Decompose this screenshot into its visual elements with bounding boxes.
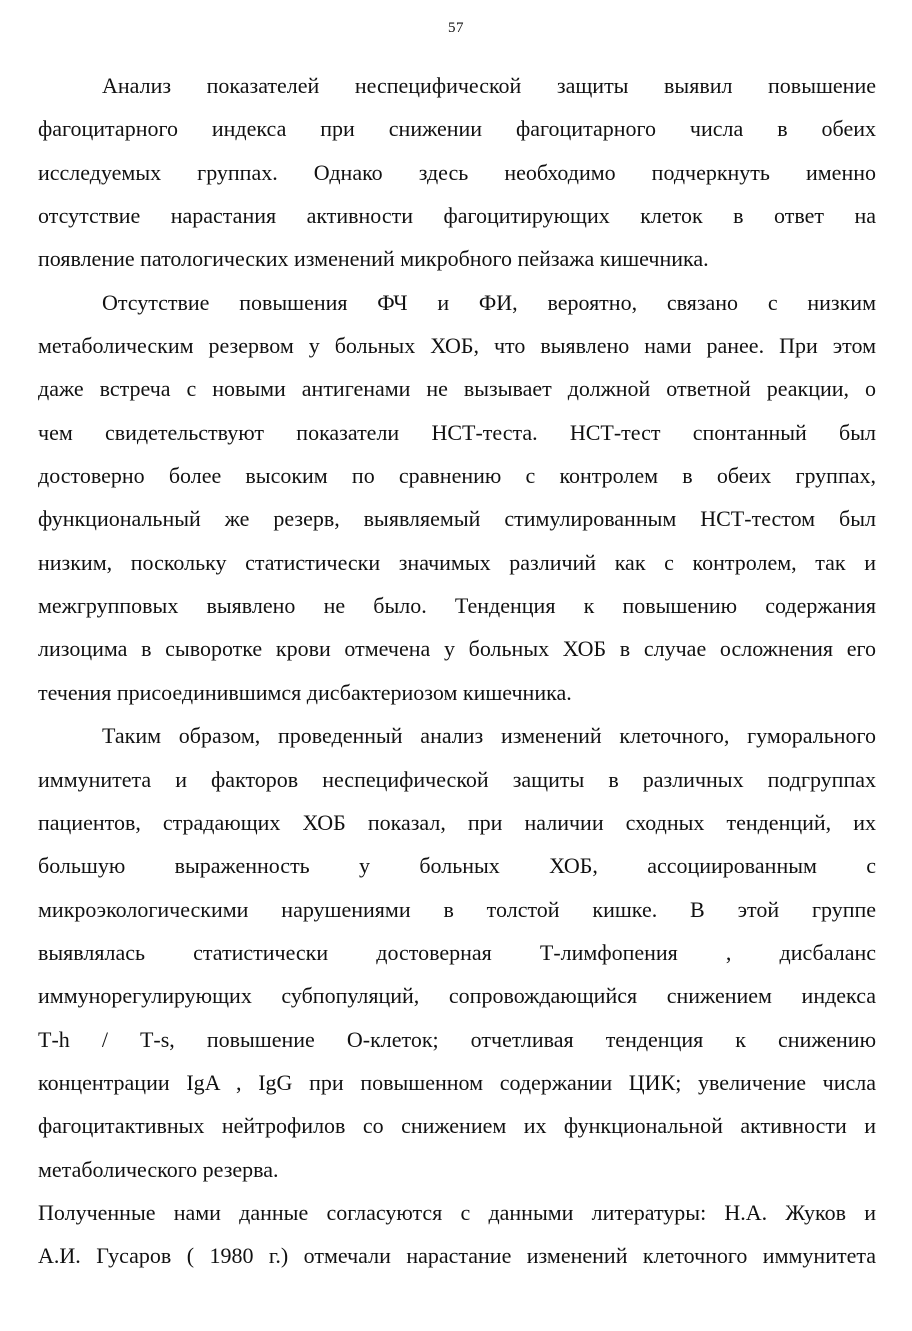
text-line: даже встреча с новыми антигенами не вызывает должной ответной реакции, о — [38, 376, 876, 402]
text-line: микроэкологическими нарушениями в толстой кишке. В этой группе — [38, 896, 876, 922]
text-line: А.И. Гусаров ( 1980 г.) отмечали нарастание изменений клеточного иммунитета — [38, 1243, 876, 1269]
text-line: Т-h / Т-s, повышение О-клеток; отчетливая тенденция к снижению — [38, 1026, 876, 1052]
text-line: межгрупповых выявлено не было. Тенденция к повышению содержания — [38, 593, 876, 619]
text-line: Отсутствие повышения ФЧ и ФИ, вероятно, связано с низким — [102, 289, 876, 315]
text-line: метаболического резерва. — [38, 1156, 279, 1182]
text-line: течения присоединившимся дисбактериозом кишечника. — [38, 679, 572, 705]
paragraph-literature — [38, 1191, 876, 1278]
text-line: лизоцима в сыворотке крови отмечена у больных ХОБ в случае осложнения его — [38, 636, 876, 662]
text-line: метаболическим резервом у больных ХОБ, что выявлено нами ранее. При этом — [38, 333, 876, 359]
text-line: концентрации IgA , IgG при повышенном содержании ЦИК; увеличение числа — [38, 1069, 876, 1095]
text-line: Анализ показателей неспецифической защиты выявил повышение — [102, 73, 876, 98]
text-line: Полученные нами данные согласуются с данными литературы: Н.А. Жуков и — [38, 1199, 876, 1225]
text-line: чем свидетельствуют показатели НСТ-теста. НСТ-тест спонтанный был — [38, 419, 876, 445]
text-line: иммунитета и факторов неспецифической защиты в различных подгруппах — [38, 766, 876, 792]
text-line: появление патологических изменений микробного пейзажа кишечника. — [38, 246, 709, 272]
text-line: функциональный же резерв, выявляемый стимулированным НСТ-тестом был — [38, 506, 876, 532]
text-line: достоверно более высоким по сравнению с контролем в обеих группах, — [38, 463, 876, 489]
text-line: большую выраженность у больных ХОБ, ассоциированным с — [38, 853, 876, 879]
text-line: исследуемых группах. Однако здесь необходимо подчеркнуть именно — [38, 159, 876, 185]
text-line: отсутствие нарастания активности фагоцитирующих клеток в ответ на — [38, 203, 876, 229]
paragraph-metabolic-reserve — [38, 281, 876, 714]
text-line: фагоцитактивных нейтрофилов со снижением их функциональной активности и — [38, 1113, 876, 1139]
text-line: выявлялась статистически достоверная Т-лимфопения , дисбаланс — [38, 939, 876, 965]
body-text — [38, 64, 876, 1278]
text-line: иммунорегулирующих субпопуляций, сопровождающийся снижением индекса — [38, 983, 876, 1009]
page-number: 57 — [448, 20, 464, 36]
text-line: Таким образом, проведенный анализ изменений клеточного, гуморального — [102, 723, 876, 749]
paragraph-nonspecific-defense — [38, 64, 876, 281]
text-line: пациентов, страдающих ХОБ показал, при наличии сходных тенденций, их — [38, 809, 876, 835]
paragraph-conclusion — [38, 714, 876, 1191]
text-line: фагоцитарного индекса при снижении фагоцитарного числа в обеих — [38, 116, 876, 142]
text-line: низким, поскольку статистически значимых различий как с контролем, так и — [38, 549, 876, 575]
